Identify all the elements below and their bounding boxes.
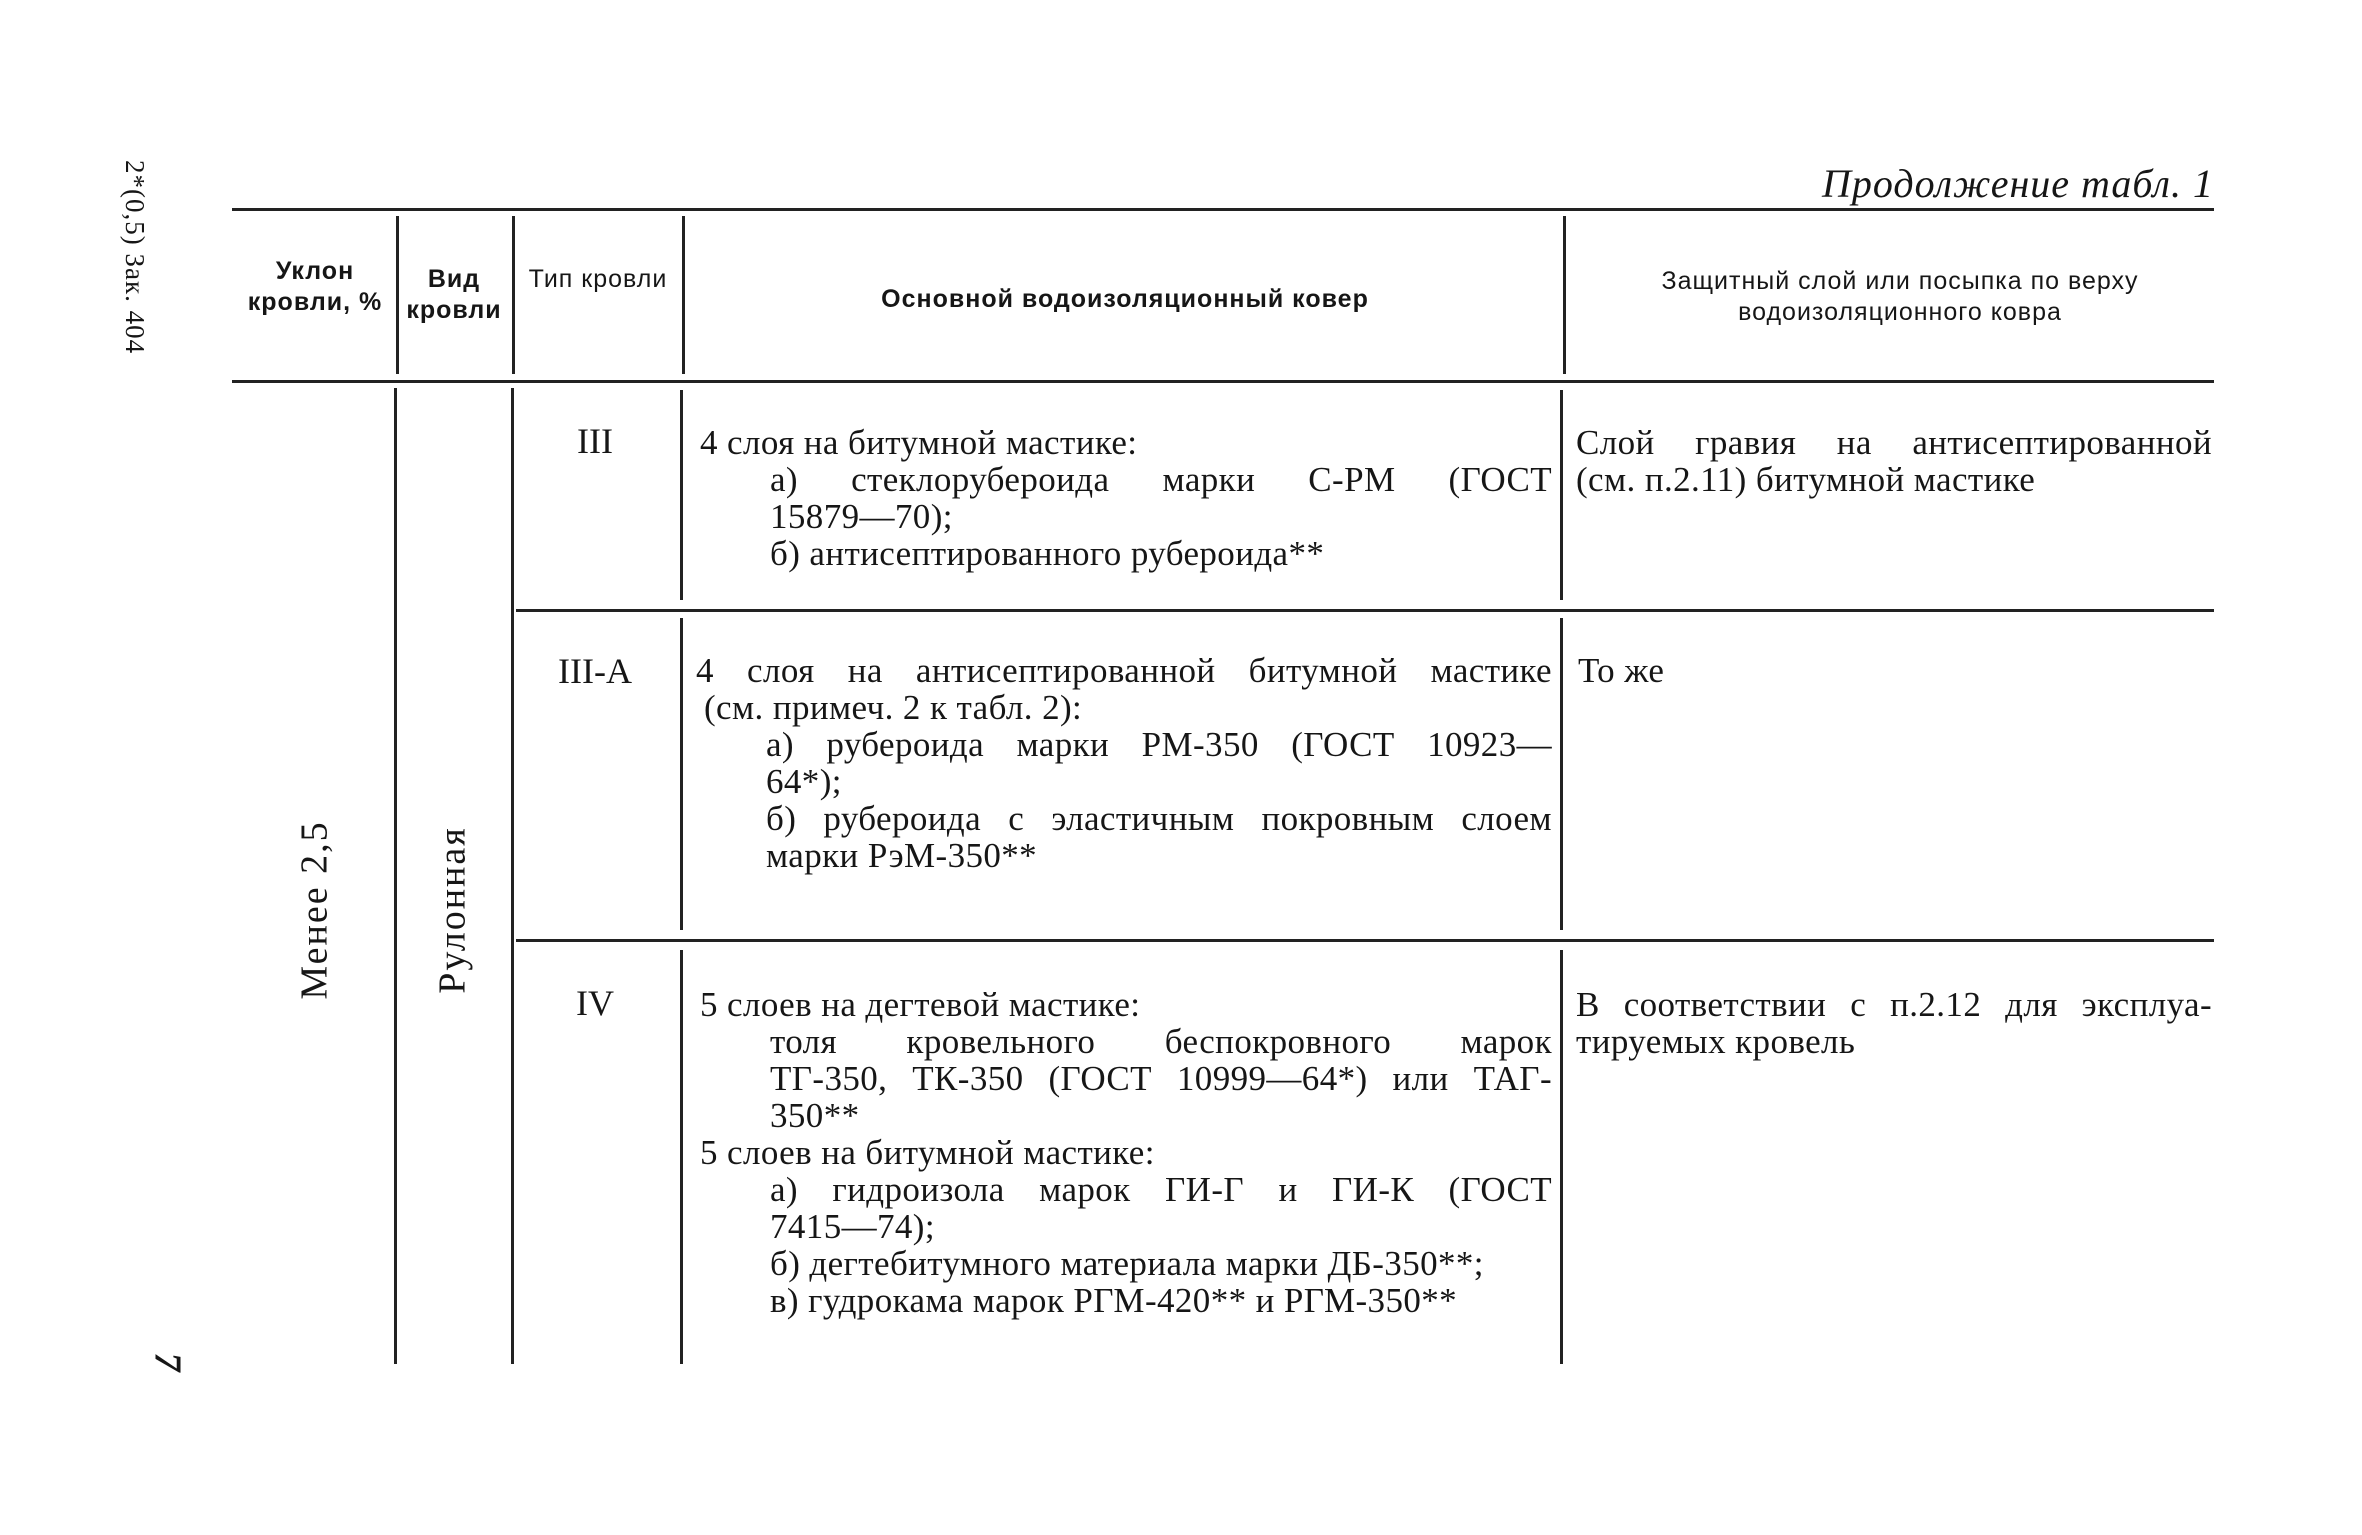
column-rule	[1560, 950, 1563, 1364]
carpet-line: а) гидроизола марок ГИ-Г и ГИ-К (ГОСТ	[770, 1170, 1552, 1209]
carpet-line: 15879—70);	[770, 497, 953, 536]
row-divider	[516, 609, 2214, 612]
carpet-line: б) рубероида с эластичным покровным слоем	[766, 799, 1552, 838]
column-rule	[511, 388, 514, 1364]
kind-cell	[398, 700, 508, 1120]
column-rule	[1563, 216, 1566, 374]
table-continuation-title: Продолжение табл. 1	[1821, 161, 2214, 206]
carpet-cell-iii	[700, 424, 1552, 572]
table-top-rule	[232, 208, 2214, 211]
protect-cell-iii-a	[1578, 652, 2214, 689]
carpet-line: (см. примеч. 2 к табл. 2):	[704, 688, 1083, 727]
column-rule	[1560, 390, 1563, 600]
header-slope: Уклон кровли, %	[247, 257, 383, 316]
carpet-line: 5 слоев на дегтевой мастике:	[700, 985, 1141, 1024]
header-roof-type: Тип кровли	[528, 265, 668, 293]
protect-line: Слой гравия на антисептированной	[1576, 423, 2212, 462]
carpet-line: а) рубероида марки РМ-350 (ГОСТ 10923—	[766, 725, 1552, 764]
column-rule	[680, 618, 683, 930]
protect-line: В соответствии с п.2.12 для эксплуа-	[1576, 985, 2212, 1024]
type-cell-iii-a: III-А	[558, 651, 632, 691]
column-rule	[680, 950, 683, 1364]
carpet-line: б) антисептированного рубероида**	[770, 534, 1325, 573]
carpet-line: 64*);	[766, 762, 842, 801]
page-number: 7	[146, 1352, 189, 1372]
column-rule	[1560, 618, 1563, 930]
side-order-code: 2*(0,5) Зак. 404	[120, 160, 150, 355]
carpet-line: толя кровельного беспокровного марок	[770, 1022, 1552, 1061]
kind-value: Рулонная	[432, 826, 475, 994]
protect-line: (см. п.2.11) битумной мастике	[1576, 460, 2036, 499]
carpet-line: 5 слоев на битумной мастике:	[700, 1133, 1155, 1172]
header-bottom-rule	[232, 380, 2214, 383]
protect-line: тируемых кровель	[1576, 1022, 1856, 1061]
protect-cell-iii	[1576, 424, 2212, 498]
carpet-line: 4 слоя на битумной мастике:	[700, 423, 1138, 462]
carpet-line: марки РэМ-350**	[766, 836, 1038, 875]
header-protective-layer: Защитный слой или посыпка по верху водоизоляционного ковра	[1661, 267, 2139, 326]
type-cell-iii: III	[577, 421, 613, 461]
header-roof-kind: Вид кровли	[406, 265, 502, 324]
column-rule	[394, 388, 397, 1364]
carpet-line: 4 слоя на антисептированной битумной мастике	[696, 651, 1552, 690]
carpet-cell-iv	[700, 986, 1552, 1319]
carpet-line: а) стеклорубероида марки С-РМ (ГОСТ	[770, 460, 1552, 499]
column-rule	[680, 390, 683, 600]
protect-line: То же	[1578, 651, 1665, 690]
carpet-line: 7415—74);	[770, 1207, 935, 1246]
slope-value: Менее 2,5	[294, 820, 337, 1000]
type-cell-iv: IV	[576, 983, 614, 1023]
row-divider	[516, 939, 2214, 942]
column-rule	[682, 216, 685, 374]
column-rule	[396, 216, 399, 374]
carpet-cell-iii-a	[696, 652, 1552, 874]
slope-cell	[240, 700, 390, 1120]
carpet-line: ТГ-350, ТК-350 (ГОСТ 10999—64*) или ТАГ-	[770, 1059, 1552, 1098]
carpet-line: в) гудрокама марок РГМ-420** и РГМ-350**	[770, 1281, 1458, 1320]
protect-cell-iv	[1576, 986, 2212, 1060]
carpet-line: б) дегтебитумного материала марки ДБ-350**;	[770, 1244, 1484, 1283]
column-rule	[512, 216, 515, 374]
carpet-line: 350**	[770, 1096, 860, 1135]
header-carpet: Основной водоизоляционный ковер	[881, 285, 1369, 313]
